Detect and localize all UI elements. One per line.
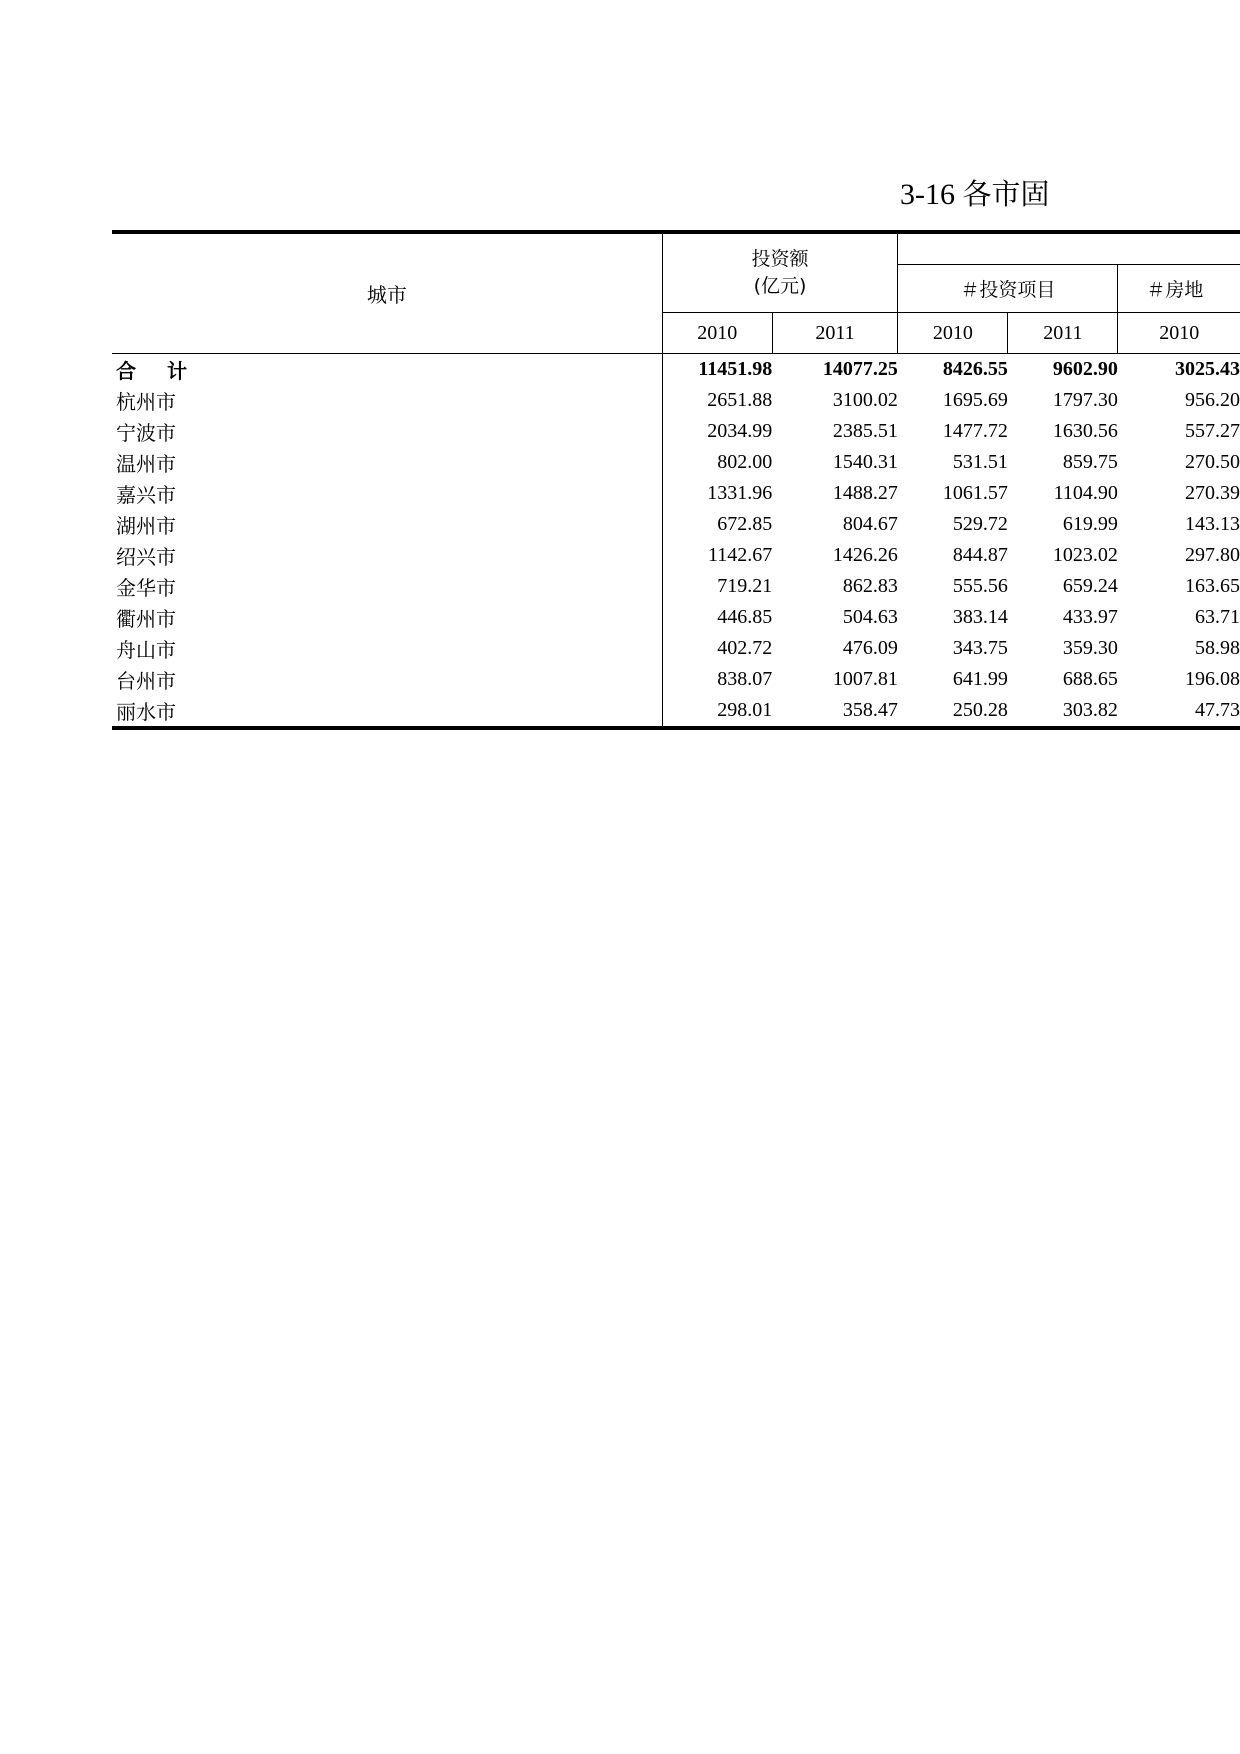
value-cell: 1695.69 (942, 389, 1008, 411)
value-cell: 838.07 (717, 668, 773, 690)
value-cell: 2651.88 (707, 389, 773, 411)
value-cell: 14077.25 (822, 358, 898, 380)
city-name: 丽水市 (112, 695, 662, 728)
value-cell: 862.83 (842, 575, 898, 597)
table-row (112, 509, 1240, 540)
table-row (112, 540, 1240, 571)
table-row (112, 695, 1240, 728)
page-title (900, 174, 1240, 215)
statistics-table (112, 230, 1240, 730)
city-name: 舟山市 (112, 633, 662, 664)
city-name: 嘉兴市 (112, 478, 662, 509)
table-row (112, 416, 1240, 447)
value-cell: 196.08 (1185, 668, 1240, 690)
value-cell: 531.51 (952, 451, 1008, 473)
value-cell: 3025.43 (1175, 358, 1240, 380)
value-cell: 1477.72 (942, 420, 1008, 442)
value-cell: 9602.90 (1052, 358, 1118, 380)
city-name: 台州市 (112, 664, 662, 695)
value-cell: 1142.67 (707, 544, 773, 566)
value-cell: 270.39 (1185, 482, 1240, 504)
table-row (112, 602, 1240, 633)
value-cell: 504.63 (842, 606, 898, 628)
value-cell: 58.98 (1195, 637, 1240, 659)
table-title: 各市固 (962, 177, 1050, 211)
table-row (112, 633, 1240, 664)
city-name: 温州市 (112, 447, 662, 478)
city-name: 合 计 (112, 354, 662, 386)
value-cell: 1630.56 (1052, 420, 1118, 442)
statistics-table-viewport (112, 230, 1240, 760)
value-cell: 359.30 (1062, 637, 1118, 659)
value-cell: 1488.27 (832, 482, 898, 504)
city-name: 衢州市 (112, 602, 662, 633)
value-cell: 2034.99 (707, 420, 773, 442)
project-investment-header: ＃投资项目 (898, 265, 1118, 313)
value-cell: 476.09 (842, 637, 898, 659)
value-cell: 804.67 (842, 513, 898, 535)
year-header: 2011 (1008, 313, 1118, 354)
value-cell: 402.72 (717, 637, 773, 659)
value-cell: 11451.98 (698, 358, 773, 380)
value-cell: 1023.02 (1052, 544, 1118, 566)
value-cell: 270.50 (1185, 451, 1240, 473)
value-cell: 529.72 (952, 513, 1008, 535)
value-cell: 859.75 (1062, 451, 1118, 473)
city-column-header: 城市 (112, 232, 662, 354)
value-cell: 1797.30 (1052, 389, 1118, 411)
value-cell: 1540.31 (832, 451, 898, 473)
value-cell: 63.71 (1195, 606, 1240, 628)
value-cell: 555.56 (952, 575, 1008, 597)
value-cell: 383.14 (952, 606, 1008, 628)
value-cell: 802.00 (717, 451, 773, 473)
city-name: 绍兴市 (112, 540, 662, 571)
investment-header-label: 投资额 (751, 248, 809, 270)
value-cell: 719.21 (717, 575, 773, 597)
city-name: 宁波市 (112, 416, 662, 447)
year-header: 2010 (898, 313, 1008, 354)
investment-header-unit: (亿元) (753, 275, 807, 297)
value-cell: 446.85 (717, 606, 773, 628)
value-cell: 557.27 (1185, 420, 1240, 442)
city-name: 杭州市 (112, 385, 662, 416)
year-header: 2010 (662, 313, 772, 354)
year-header: 2010 (1118, 313, 1240, 354)
value-cell: 163.65 (1185, 575, 1240, 597)
value-cell: 641.99 (952, 668, 1008, 690)
value-cell: 1426.26 (832, 544, 898, 566)
value-cell: 619.99 (1062, 513, 1118, 535)
real-estate-header: ＃房地 (1118, 265, 1240, 313)
value-cell: 688.65 (1062, 668, 1118, 690)
value-cell: 433.97 (1062, 606, 1118, 628)
investment-header (662, 232, 898, 313)
value-cell: 303.82 (1008, 695, 1118, 728)
value-cell: 844.87 (952, 544, 1008, 566)
value-cell: 956.20 (1185, 389, 1240, 411)
table-row-total (112, 354, 1240, 386)
value-cell: 2385.51 (832, 420, 898, 442)
value-cell: 1331.96 (707, 482, 773, 504)
value-cell: 298.01 (662, 695, 772, 728)
value-cell: 672.85 (717, 513, 773, 535)
value-cell: 47.73 (1118, 695, 1240, 728)
table-row (112, 385, 1240, 416)
city-name: 湖州市 (112, 509, 662, 540)
table-row (112, 478, 1240, 509)
value-cell: 143.13 (1185, 513, 1240, 535)
table-row (112, 664, 1240, 695)
value-cell: 297.80 (1185, 544, 1240, 566)
value-cell: 8426.55 (942, 358, 1008, 380)
value-cell: 1104.90 (1053, 482, 1118, 504)
city-name: 金华市 (112, 571, 662, 602)
value-cell: 1007.81 (832, 668, 898, 690)
value-cell: 659.24 (1062, 575, 1118, 597)
table-row (112, 447, 1240, 478)
table-number: 3-16 (900, 178, 955, 211)
year-header: 2011 (772, 313, 898, 354)
value-cell: 3100.02 (832, 389, 898, 411)
value-cell: 343.75 (952, 637, 1008, 659)
header-top-border (898, 232, 1240, 265)
table-row (112, 571, 1240, 602)
value-cell: 358.47 (772, 695, 898, 728)
value-cell: 250.28 (898, 695, 1008, 728)
value-cell: 1061.57 (942, 482, 1008, 504)
